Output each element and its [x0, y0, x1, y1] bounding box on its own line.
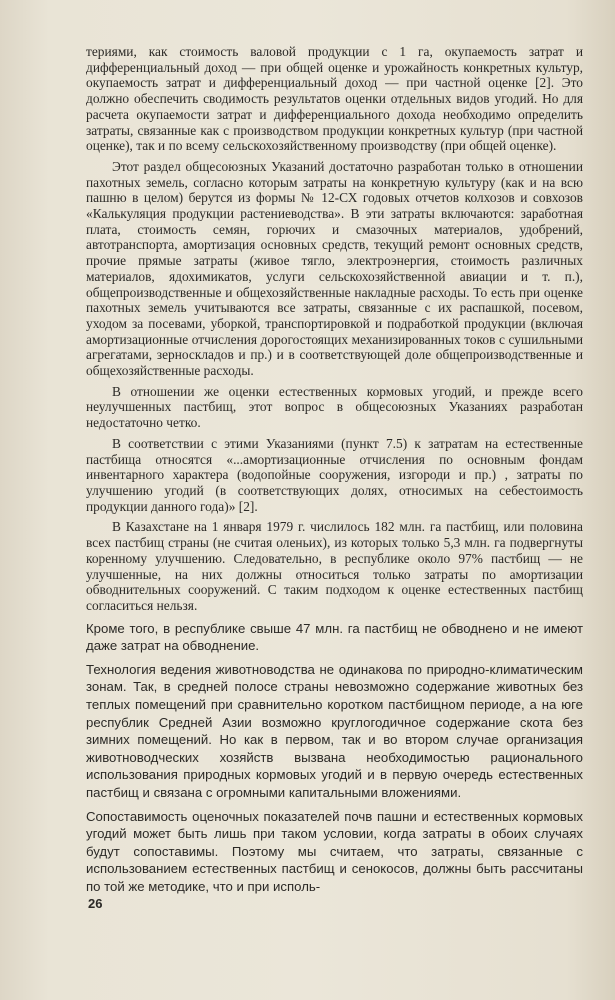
paragraph-union-guidelines: Этот раздел общесоюзных Указаний достаточно разработан только в отношении пахотных земель, согласно которым затраты на конкретную культуру (как и на всю пашню в целом) берутся из формы № 12-СХ годовых отчетов колхозов и совхозов «Калькуляция продукции растениеводства». В эти затраты включаются: заработная плата, стоимость семян, горючих и смазочных материалов, удобрений, автотранспорта, амортизация основных средств, текущий ремонт основных средств, прочие прямые затраты (живое тягло, электроэнергия, стоимость различных материалов, ядохимикатов, услуги сельскохозяйственной авиации и т. п.), общепроизводственные и общехозяйственные накладные расходы. То есть при оценке пахотных земель учитываются все затраты, связанные с их распашкой, посевом, уходом за посевами, уборкой, транспортировкой и подработкой продукции (включая амортизационные отчисления дорогостоящих механизированных токов с сушильными агрегатами, зерноскладов и пр.) и в соответствующей доле общепроизводственные и общехозяйственные расходы. — [86, 158, 583, 379]
paragraph-natural-forage: В отношении же оценки естественных кормовых угодий, и прежде всего неулучшенных пастбищ, этот вопрос в общесоюзных Указаниях разработан недостаточно четко. — [86, 383, 583, 431]
paragraph-comparability: Сопоставимость оценочных показателей почв пашни и естественных кормовых угодий может быть лишь при таком условии, когда затраты в обоих случаях будут сопоставимы. Поэтому мы считаем, что затраты, связанные с использованием естественных пастбищ и сенокосов, должны быть рассчитаны по той же методике, что и при исполь- — [86, 808, 583, 894]
paragraph-guidelines-quote: В соответствии с этими Указаниями (пункт 7.5) к затратам на естественные пастбища относятся «...амортизационные отчисления по основным фондам инвентарного характера (водопойные сооружения, изгороди и пр.) , затраты по улучшению угодий (в соответствующих долях, относимых на себестоимость продукции данного года)» [2]. — [86, 435, 583, 514]
paragraph-kazakhstan-pastures: В Казахстане на 1 января 1979 г. числилось 182 млн. га пастбищ, или половина всех пастбищ страны (не считая оленьих), из которых только 5,3 млн. га подвергнуты коренному улучшению. Следовательно, в республике около 97% пастбищ — не улучшенные, на них должны относиться только затраты по амортизации обводнительных сооружений. С таким подходом к оценке естественных пастбищ согласиться нельзя. — [86, 519, 583, 613]
paragraph-continuation: териями, как стоимость валовой продукции с 1 га, окупаемость затрат и дифференциальный доход — при общей оценке и урожайность конкретных культур, окупаемость затрат и дифференциальный доход — при частной оценке [2]. Это должно обеспечить сводимость результатов оценки отдельных видов угодий. Но для расчета окупаемости затрат и дифференциального дохода необходимо определить затраты, связанные как с производством продукции конкретных культур (при частной оценке), так и по всему сельскохозяйственному производству (при общей оценке). — [86, 44, 583, 154]
paragraph-livestock-technology: Технология ведения животноводства не одинакова по природно-климатическим зонам. Так, в средней полосе страны невозможно содержание животных без теплых помещений при сравнительно коротком пастбищном периоде, а на юге республик Средней Азии возможно круглогодичное содержание скота без зимних помещений. Но как в первом, так и во втором случае организация животноводческих хозяйств вызвана необходимостью рационального использования природных кормовых угодий и в первую очередь естественных пастбищ и связана с огромными капитальными вложениями. — [86, 661, 583, 800]
page-number: 26 — [88, 896, 103, 911]
body-text — [86, 44, 583, 896]
paragraph-unwatered-pastures: Кроме того, в республике свыше 47 млн. га пастбищ не обводнено и не имеют даже затрат на обводнение. — [86, 620, 583, 654]
